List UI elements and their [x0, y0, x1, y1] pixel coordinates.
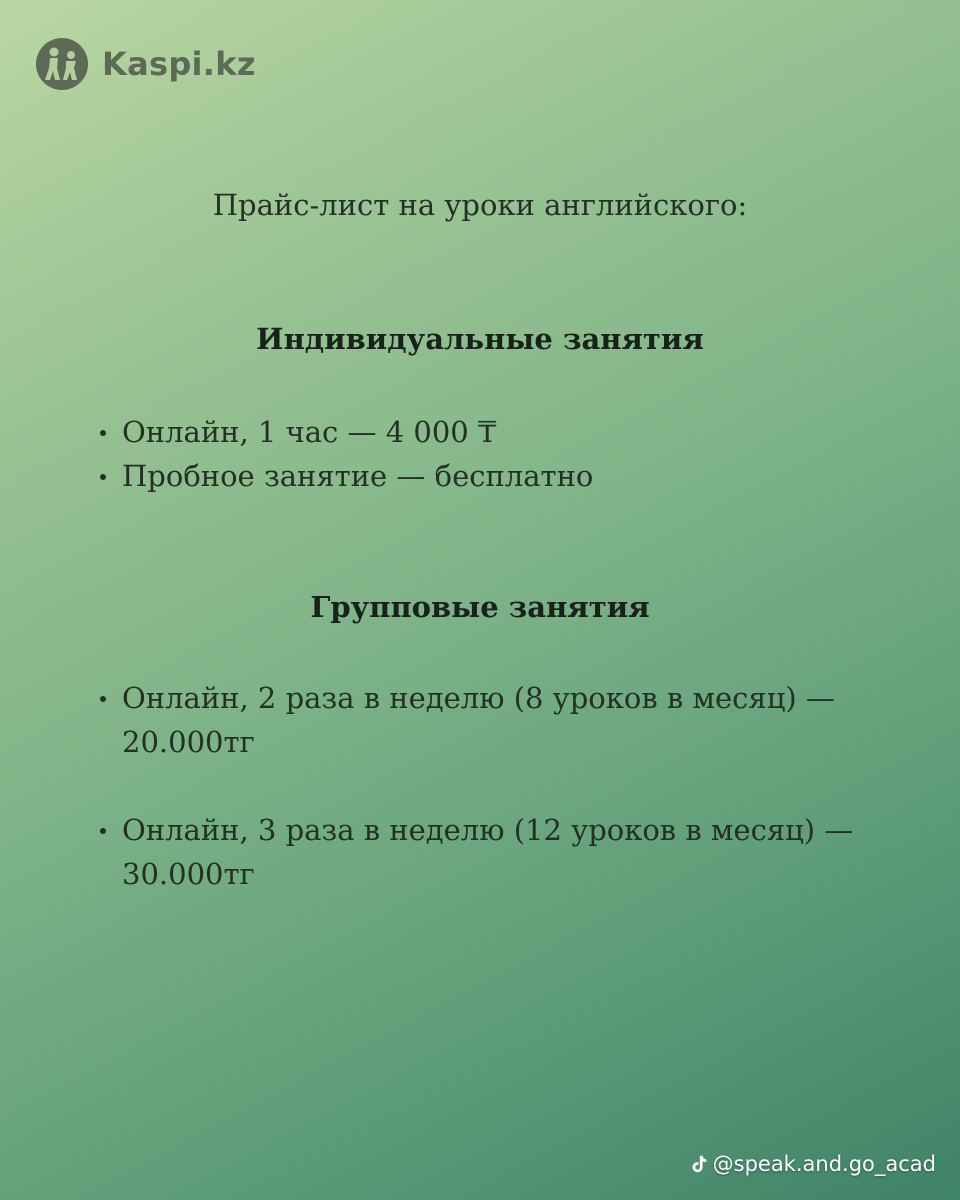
tiktok-icon [687, 1153, 709, 1175]
kaspi-logo-icon [36, 38, 88, 90]
brand-name: Kaspi.kz [102, 45, 256, 83]
price-list-individual [98, 410, 918, 498]
price-item: Онлайн, 3 раза в неделю (12 уроков в месяц) — 30.000тг [98, 808, 918, 896]
price-item: Онлайн, 1 час — 4 000 ₸ [98, 410, 918, 454]
watermark-handle: @speak.and.go_acad [712, 1152, 936, 1176]
price-list-group [98, 676, 918, 896]
section-heading-group: Групповые занятия [310, 590, 650, 624]
price-item: Онлайн, 2 раза в неделю (8 уроков в месяц) — 20.000тг [98, 676, 918, 764]
price-item: Пробное занятие — бесплатно [98, 454, 918, 498]
brand-logo [36, 38, 256, 90]
tiktok-watermark [687, 1152, 936, 1176]
section-heading-individual: Индивидуальные занятия [256, 322, 704, 356]
page-title: Прайс-лист на уроки английского: [212, 188, 748, 222]
